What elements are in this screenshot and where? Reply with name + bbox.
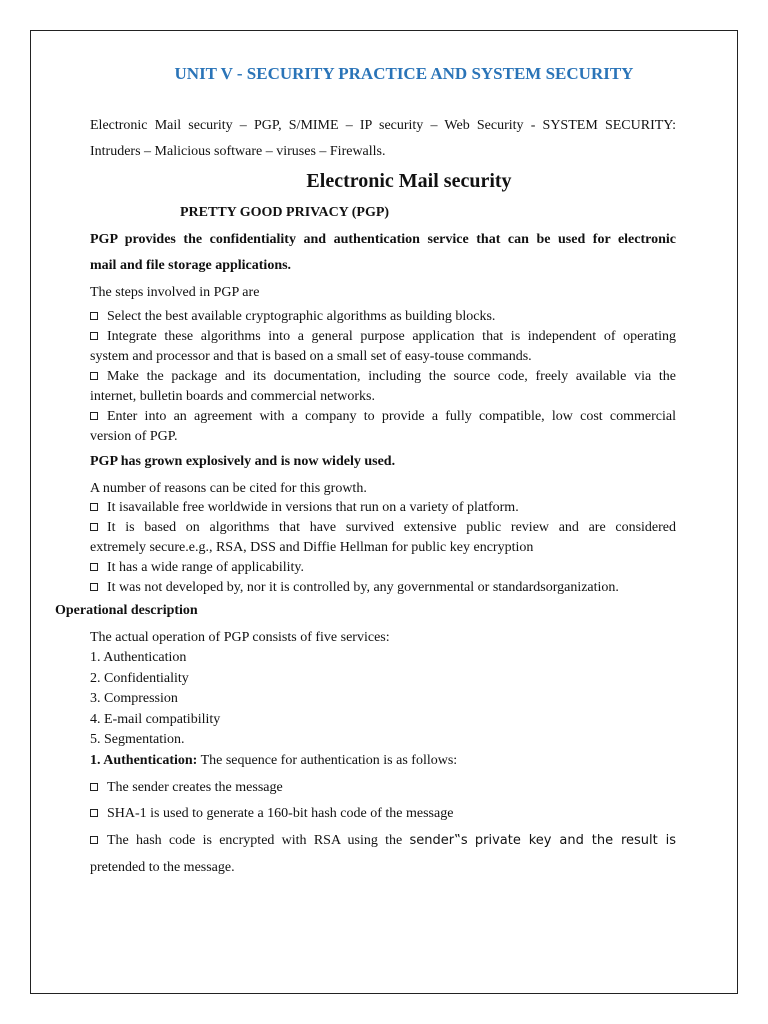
auth-bullet-text: The hash code is encrypted with RSA using the xyxy=(107,833,403,848)
list-item xyxy=(90,327,676,367)
step-text-cont: internet, bulletin boards and commercial networks. xyxy=(90,389,375,404)
list-item: 3. Compression xyxy=(90,691,178,707)
list-item xyxy=(90,518,676,558)
checkbox-bullet-icon xyxy=(90,503,98,511)
steps-list xyxy=(90,307,676,447)
checkbox-bullet-icon xyxy=(90,412,98,420)
list-item xyxy=(90,778,283,798)
list-item xyxy=(90,558,676,578)
auth-bullet-text-cont: pretended to the message. xyxy=(90,860,235,875)
auth-label: 1. Authentication: xyxy=(90,753,198,768)
list-item xyxy=(90,367,676,407)
reason-text-cont: extremely secure.e.g., RSA, DSS and Diffie Hellman for public key encryption xyxy=(90,540,534,555)
section-heading: Electronic Mail security xyxy=(306,170,512,192)
pgp-intro-line-1: PGP provides the confidentiality and authentication service that can be used for electronic xyxy=(90,232,676,247)
checkbox-bullet-icon xyxy=(90,783,98,791)
operational-heading: Operational description xyxy=(55,603,198,618)
step-text: Make the package and its documentation, including the source code, freely available via the xyxy=(107,369,676,384)
auth-bullet-text: SHA-1 is used to generate a 160-bit hash code of the message xyxy=(107,806,454,821)
checkbox-bullet-icon xyxy=(90,523,98,531)
step-text: Select the best available cryptographic algorithms as building blocks. xyxy=(107,309,496,324)
pgp-heading: PRETTY GOOD PRIVACY (PGP) xyxy=(180,205,390,220)
list-item xyxy=(90,831,676,851)
checkbox-bullet-icon xyxy=(90,563,98,571)
checkbox-bullet-icon xyxy=(90,332,98,340)
step-text: Integrate these algorithms into a general purpose application that is independent of operating xyxy=(107,329,676,344)
list-item: 2. Confidentiality xyxy=(90,670,189,686)
checkbox-bullet-icon xyxy=(90,583,98,591)
syllabus-line-1: Electronic Mail security – PGP, S/MIME – IP security – Web Security - SYSTEM SECURITY: xyxy=(90,118,676,133)
pgp-intro-line-2: mail and file storage applications. xyxy=(90,258,292,273)
sender-word: sender‟s xyxy=(409,833,468,848)
list-item xyxy=(90,407,676,447)
auth-bullet-text-2: private key and the result is xyxy=(474,833,677,848)
checkbox-bullet-icon xyxy=(90,312,98,320)
syllabus-line-2: Intruders – Malicious software – viruses – Firewalls. xyxy=(90,144,386,159)
list-item: 5. Segmentation. xyxy=(90,732,185,748)
unit-title: UNIT V - SECURITY PRACTICE AND SYSTEM SECURITY xyxy=(174,64,634,83)
reasons-list xyxy=(90,498,676,598)
checkbox-bullet-icon xyxy=(90,836,98,844)
checkbox-bullet-icon xyxy=(90,372,98,380)
list-item xyxy=(90,804,453,824)
step-text: Enter into an agreement with a company to provide a fully compatible, low cost commercial xyxy=(107,409,676,424)
list-item xyxy=(90,307,676,327)
steps-intro: The steps involved in PGP are xyxy=(90,285,260,300)
auth-text: The sequence for authentication is as follows: xyxy=(197,753,458,768)
step-text-cont: system and processor and that is based on a small set of easy-touse commands. xyxy=(90,349,532,364)
list-item: 4. E-mail compatibility xyxy=(90,711,221,727)
reason-text: It has a wide range of applicability. xyxy=(107,560,304,575)
reason-text: It was not developed by, nor it is controlled by, any governmental or standardsorganization. xyxy=(107,580,619,595)
list-item xyxy=(90,578,676,598)
checkbox-bullet-icon xyxy=(90,809,98,817)
auth-bullet-text: The sender creates the message xyxy=(107,780,283,795)
reason-text: It is based on algorithms that have survived extensive public review and are considered xyxy=(107,520,676,535)
step-text-cont: version of PGP. xyxy=(90,429,178,444)
growth-intro: A number of reasons can be cited for this growth. xyxy=(90,481,367,496)
growth-heading: PGP has grown explosively and is now widely used. xyxy=(90,454,396,469)
services-intro: The actual operation of PGP consists of five services: xyxy=(90,630,390,645)
auth-intro xyxy=(90,751,457,771)
list-item: 1. Authentication xyxy=(90,650,187,665)
services-list xyxy=(90,648,220,751)
list-item xyxy=(90,498,676,518)
reason-text: It isavailable free worldwide in versions that run on a variety of platform. xyxy=(107,500,519,515)
